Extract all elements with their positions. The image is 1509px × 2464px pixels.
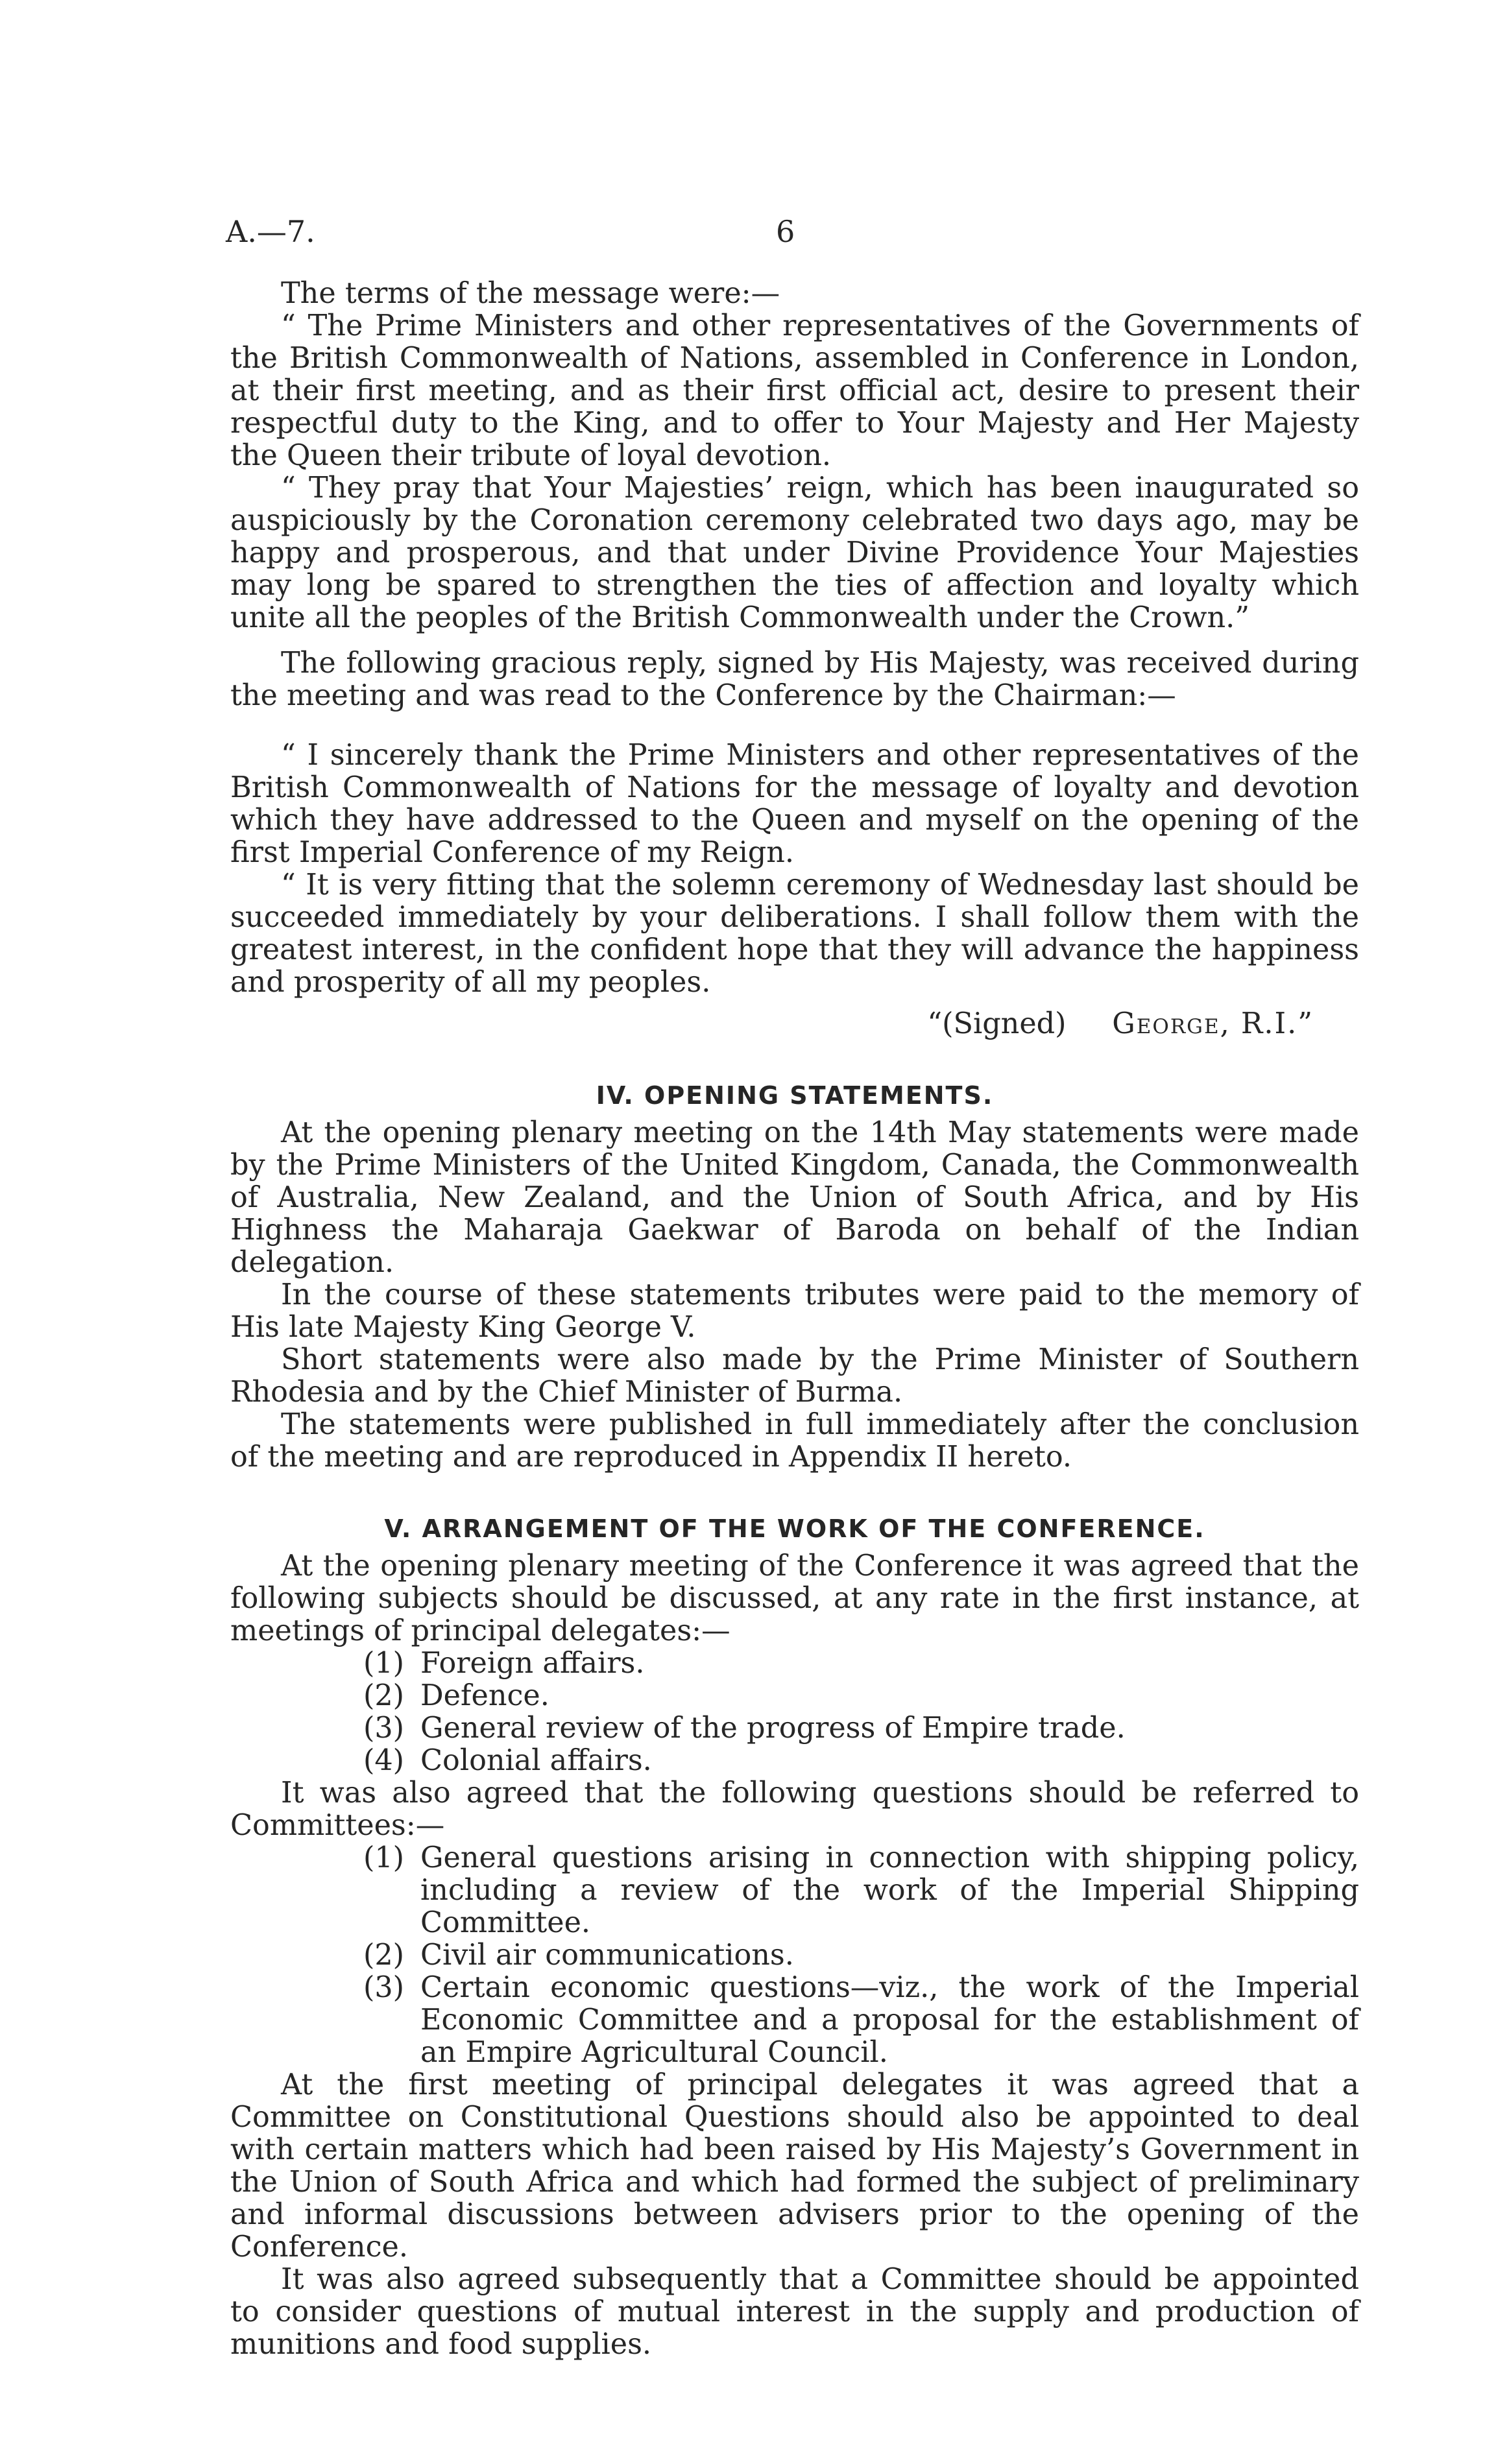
- list-item-number: (2): [363, 1679, 405, 1712]
- list-item-text: General review of the progress of Empire trade.: [420, 1712, 1126, 1745]
- reply-intro: The following gracious reply, signed by His Majesty, was received during the meeting and was read to the Conference by the Chairman:—: [230, 647, 1359, 712]
- section-iv-paragraph: In the course of these statements tributes were paid to the memory of His late Majesty King George V.: [230, 1278, 1359, 1344]
- message-paragraph: “ They pray that Your Majesties’ reign, which has been inaugurated so auspiciously by the Coronation ceremony celebrated two days ago, may be happy and prosperous, and that under Divine Providence Your Majesties may long be spared to strengthen the ties of affection and loyalty which unite all the peoples of the British Commonwealth under the Crown.”: [230, 472, 1359, 634]
- list-item-number: (3): [363, 1712, 405, 1745]
- list-item-number: (3): [363, 1971, 405, 2004]
- section-iv-paragraph: At the opening plenary meeting on the 14th May statements were made by the Prime Ministers of the United Kingdom, Canada, the Commonwealth of Australia, New Zealand, and the Union of South Africa, and by His Highness the Maharaja Gaekwar of Baroda on behalf of the Indian delegation.: [230, 1116, 1359, 1279]
- signature-prefix: “(Signed): [927, 1007, 1067, 1040]
- list-item-text: Defence.: [420, 1679, 549, 1712]
- list-item-text: Certain economic questions—viz., the work of the Imperial Economic Committee and a proposal for the establishment of an Empire Agricultural Council.: [420, 1971, 1359, 2069]
- list-item-text: Colonial affairs.: [420, 1744, 652, 1777]
- signature: [230, 1008, 1359, 1040]
- list-item: [230, 1939, 1359, 1972]
- document-body: [230, 278, 1359, 2361]
- section-iv-paragraph: Short statements were also made by the Prime Minister of Southern Rhodesia and by the Chief Minister of Burma.: [230, 1343, 1359, 1409]
- list-item: [230, 1842, 1359, 1939]
- list-item: [230, 1680, 1359, 1712]
- list-item-text: Civil air communications.: [420, 1939, 794, 1972]
- list-item-text: General questions arising in connection with shipping policy, including a review of the work of the Imperial Shipping Committee.: [420, 1841, 1359, 1939]
- reply-paragraph: “ I sincerely thank the Prime Ministers and other representatives of the British Commonwealth of Nations for the message of loyalty and devotion which they have addressed to the Queen and myself on the opening of the first Imperial Conference of my Reign.: [230, 739, 1359, 869]
- list-item: [230, 1647, 1359, 1680]
- closing-paragraph: At the first meeting of principal delegates it was agreed that a Committee on Constitutional Questions should also be appointed to deal with certain matters which had been raised by His Majesty’s Government in the Union of South Africa and which had formed the subject of preliminary and informal discussions between advisers prior to the opening of the Conference.: [230, 2068, 1359, 2264]
- list-item-number: (1): [363, 1647, 405, 1680]
- list-item: [230, 1745, 1359, 1777]
- list-item-text: Foreign affairs.: [420, 1647, 645, 1680]
- message-paragraph: “ The Prime Ministers and other representatives of the Governments of the British Commonwealth of Nations, assembled in Conference in London, at their first meeting, and as their first official act, desire to present their respectful duty to the King, and to offer to Your Majesty and Her Majesty the Queen their tribute of loyal devotion.: [230, 309, 1359, 472]
- committee-questions-list: [230, 1842, 1359, 2069]
- committees-intro: It was also agreed that the following questions should be referred to Committees:—: [230, 1776, 1359, 1842]
- page-number: 6: [776, 214, 795, 249]
- reply-paragraph: “ It is very fitting that the solemn ceremony of Wednesday last should be succeeded immediately by your deliberations. I shall follow them with the greatest interest, in the confident hope that they will advance the happiness and prosperity of all my peoples.: [230, 868, 1359, 999]
- closing-paragraph: It was also agreed subsequently that a Committee should be appointed to consider questions of mutual interest in the supply and production of munitions and food supplies.: [230, 2263, 1359, 2361]
- section-v-intro: At the opening plenary meeting of the Conference it was agreed that the following subjects should be discussed, at any rate in the first instance, at meetings of principal delegates:—: [230, 1549, 1359, 1647]
- section-heading-v: V. ARRANGEMENT OF THE WORK OF THE CONFERENCE.: [384, 1514, 1205, 1543]
- list-item-number: (4): [363, 1744, 405, 1777]
- list-item-number: (1): [363, 1841, 405, 1874]
- list-item: [230, 1972, 1359, 2069]
- message-intro: The terms of the message were:—: [281, 277, 780, 310]
- signature-name: George, R.I.”: [1112, 1007, 1314, 1040]
- section-heading-iv: IV. OPENING STATEMENTS.: [596, 1081, 994, 1110]
- section-iv-paragraph: The statements were published in full immediately after the conclusion of the meeting and are reproduced in Appendix II hereto.: [230, 1408, 1359, 1474]
- document-reference: A.—7.: [226, 214, 315, 249]
- list-item: [230, 1712, 1359, 1745]
- list-item-number: (2): [363, 1939, 405, 1972]
- principal-subjects-list: [230, 1647, 1359, 1777]
